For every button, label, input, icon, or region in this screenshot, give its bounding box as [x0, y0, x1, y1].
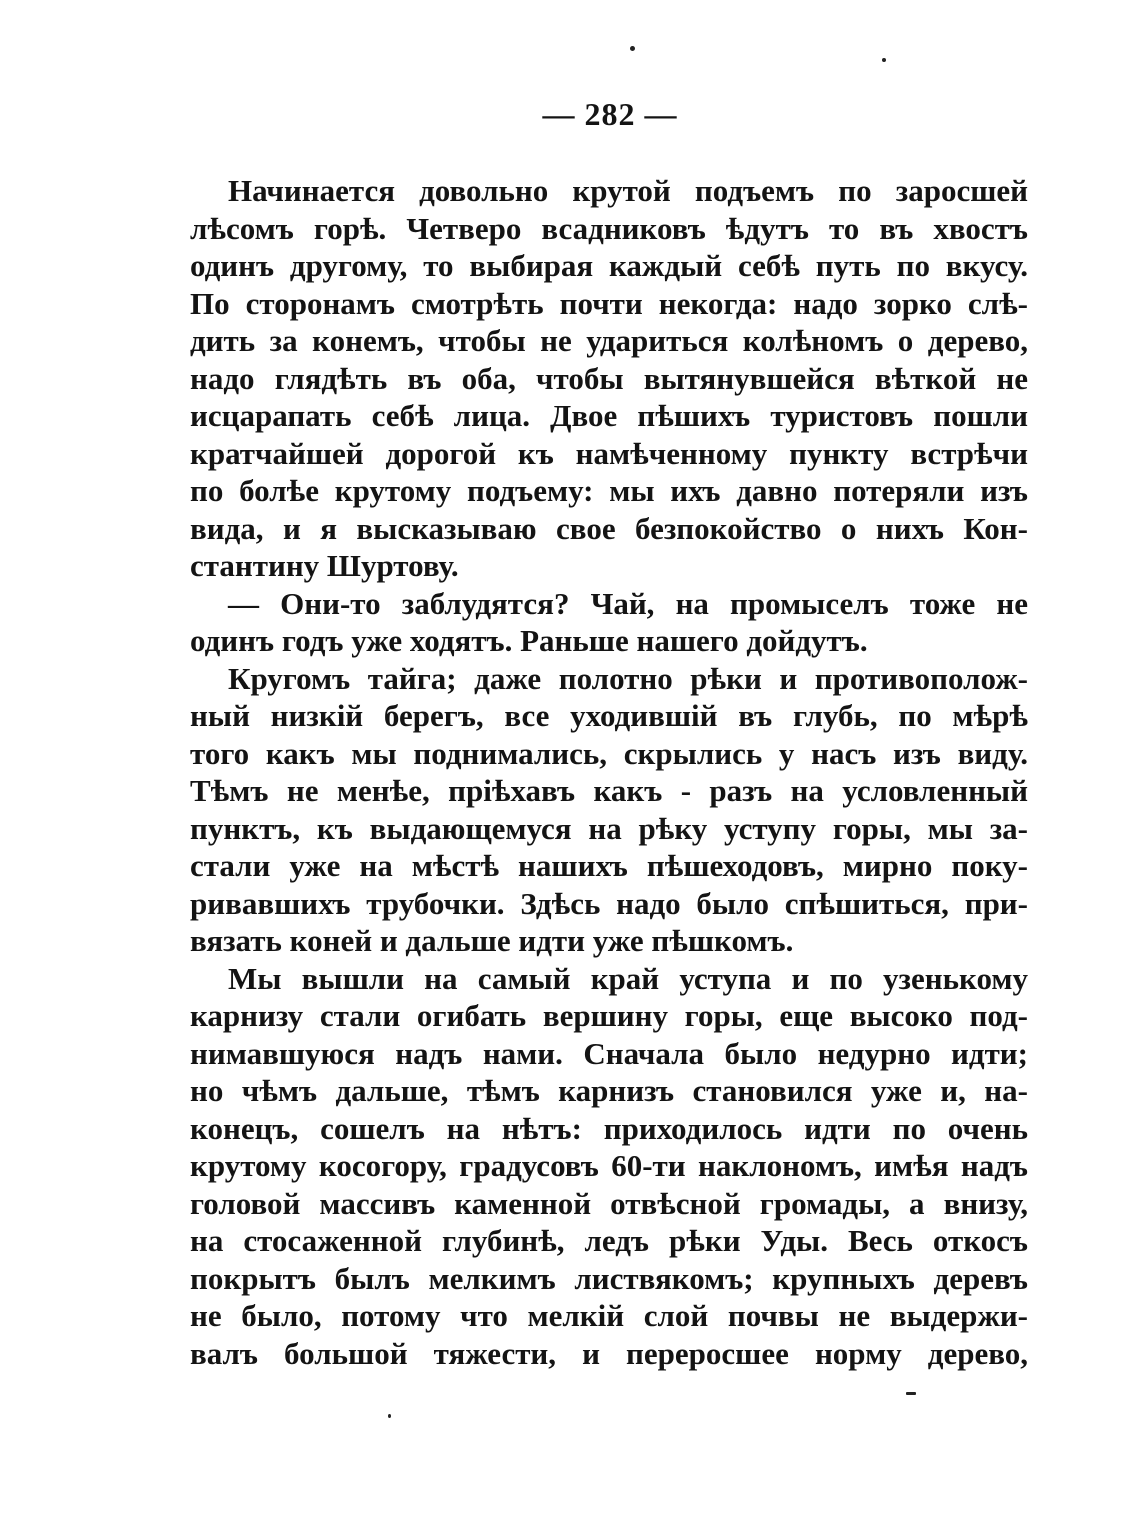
- text-line: стали уже на мѣстѣ нашихъ пѣшеходовъ, мирно поку-: [190, 848, 1028, 883]
- text-line: Тѣмъ не менѣе, пріѣхавъ какъ - разъ на условленный: [190, 773, 1028, 808]
- text-line: карнизу стали огибать вершину горы, еще высоко под-: [190, 998, 1028, 1033]
- print-speck: [630, 46, 635, 51]
- text-line: надо глядѣть въ оба, чтобы вытянувшейся вѣткой не: [190, 360, 1028, 396]
- text-line: одинъ годъ уже ходятъ. Раньше нашего дойдутъ.: [190, 623, 868, 658]
- body-text: [190, 172, 1028, 1372]
- print-speck: [882, 58, 886, 62]
- text-line: конецъ, сошелъ на нѣтъ: приходилось идти по очень: [190, 1110, 1028, 1146]
- text-line: Кругомъ тайга; даже полотно рѣки и противополож-: [228, 660, 1028, 696]
- text-line: ный низкій берегъ, все уходившій въ глубь, по мѣрѣ: [190, 698, 1028, 733]
- text-line: по болѣе крутому подъему: мы ихъ давно потеряли изъ: [190, 473, 1028, 508]
- text-line: — Они-то заблудятся? Чай, на промыселъ тоже не: [228, 585, 1028, 621]
- text-line: вязать коней и дальше идти уже пѣшкомъ.: [190, 923, 794, 958]
- text-line: исцарапать себѣ лица. Двое пѣшихъ туристовъ пошли: [190, 398, 1028, 433]
- text-line: стантину Шуртову.: [190, 548, 459, 583]
- text-line: Начинается довольно крутой подъемъ по заросшей: [228, 173, 1028, 208]
- print-speck: [388, 1414, 391, 1418]
- text-line: того какъ мы поднимались, скрылись у насъ изъ виду.: [190, 735, 1028, 771]
- text-line: Мы вышли на самый край уступа и по узенькому: [228, 960, 1028, 996]
- text-line: головой массивъ каменной отвѣсной громады, а внизу,: [190, 1185, 1028, 1221]
- text-line: валъ большой тяжести, и переросшее норму дерево,: [190, 1335, 1028, 1371]
- text-line: одинъ другому, то выбирая каждый себѣ путь по вкусу.: [190, 248, 1028, 283]
- text-line: на стосаженной глубинѣ, ледъ рѣки Уды. Весь откосъ: [190, 1223, 1028, 1258]
- text-line: покрытъ былъ мелкимъ листвякомъ; крупныхъ деревъ: [190, 1260, 1028, 1296]
- page-number: — 282 —: [542, 96, 678, 132]
- text-line: лѣсомъ горѣ. Четверо всадниковъ ѣдутъ то въ хвостъ: [190, 210, 1028, 246]
- text-line: нимавшуюся надъ нами. Сначала было недурно идти;: [190, 1035, 1028, 1071]
- text-line: По сторонамъ смотрѣть почти некогда: надо зорко слѣ-: [190, 285, 1028, 321]
- print-speck: [906, 1392, 916, 1395]
- text-line: но чѣмъ дальше, тѣмъ карнизъ становился уже и, на-: [190, 1073, 1028, 1108]
- text-line: дить за конемъ, чтобы не удариться колѣномъ о дерево,: [190, 323, 1028, 358]
- text-line: пунктъ, къ выдающемуся на рѣку уступу горы, мы за-: [190, 810, 1028, 846]
- text-line: не было, потому что мелкій слой почвы не выдержи-: [190, 1298, 1028, 1333]
- text-line: крутому косогору, градусовъ 60-ти наклономъ, имѣя надъ: [190, 1148, 1028, 1183]
- text-line: кратчайшей дорогой къ намѣченному пункту встрѣчи: [190, 435, 1028, 471]
- text-line: ривавшихъ трубочки. Здѣсь надо было спѣшиться, при-: [190, 885, 1028, 921]
- text-line: вида, и я высказываю свое безпокойство о нихъ Кон-: [190, 510, 1028, 546]
